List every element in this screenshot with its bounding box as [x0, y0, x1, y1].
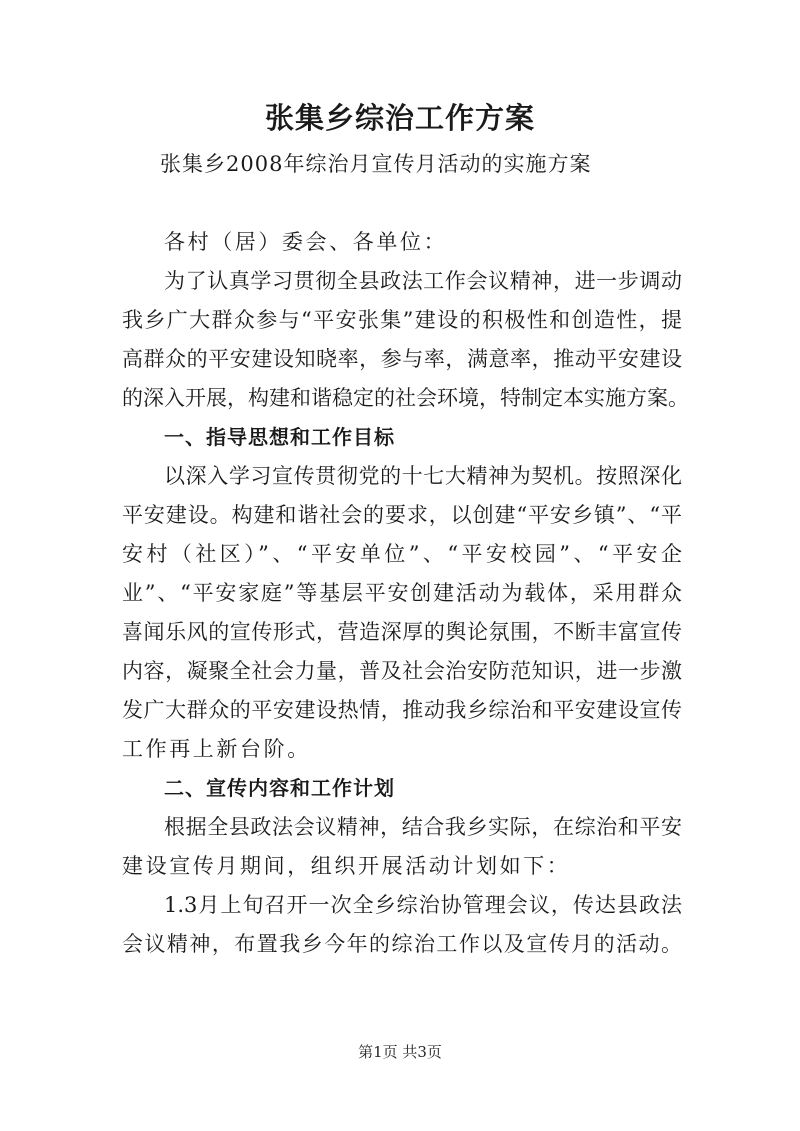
- paragraph-line: 的深入开展，构建和谐稳定的社会环境，特制定本实施方案。: [122, 386, 689, 410]
- paragraph-line: 建设宣传月期间，组织开展活动计划如下：: [122, 854, 571, 878]
- paragraph-line: 会议精神，布置我乡今年的综治工作以及宣传月的活动。: [122, 932, 682, 956]
- document-body: [122, 223, 689, 964]
- paragraph-line: 业”、“平安家庭”等基层平安创建活动为载体，采用群众: [122, 581, 682, 605]
- page-number: 第1页 共3页: [358, 1043, 442, 1061]
- paragraph-line: 平安建设。构建和谐社会的要求，以创建“平安乡镇”、“平: [122, 503, 682, 527]
- section-heading: 一、指导思想和工作目标: [164, 425, 395, 449]
- paragraph-line: 我乡广大群众参与“平安张集”建设的积极性和创造性，提: [122, 308, 682, 332]
- document-title: 张集乡综治工作方案: [264, 101, 535, 135]
- paragraph-line: 工作再上新台阶。: [122, 737, 311, 761]
- paragraph-line: 1.3月上旬召开一次全乡综治协管理会议，传达县政法: [164, 893, 682, 917]
- paragraph-line: 以深入学习宣传贯彻党的十七大精神为契机。按照深化: [164, 464, 682, 488]
- paragraph-line: 安村（社区）”、“平安单位”、“平安校园”、“平安企: [122, 542, 682, 566]
- paragraph-line: 高群众的平安建设知晓率，参与率，满意率，推动平安建设: [122, 347, 682, 371]
- document-subtitle: 张集乡2008年综治月宣传月活动的实施方案: [160, 152, 592, 176]
- paragraph-line: 内容，凝聚全社会力量，普及社会治安防范知识，进一步激: [122, 659, 682, 683]
- salutation: 各村（居）委会、各单位：: [164, 230, 448, 254]
- section-heading: 二、宣传内容和工作计划: [164, 776, 395, 800]
- paragraph-line: 喜闻乐风的宣传形式，营造深厚的舆论氛围，不断丰富宣传: [122, 620, 682, 644]
- paragraph-line: 发广大群众的平安建设热情，推动我乡综治和平安建设宣传: [122, 698, 682, 722]
- paragraph-line: 根据全县政法会议精神，结合我乡实际，在综治和平安: [164, 815, 682, 839]
- paragraph-line: 为了认真学习贯彻全县政法工作会议精神，进一步调动: [164, 269, 682, 293]
